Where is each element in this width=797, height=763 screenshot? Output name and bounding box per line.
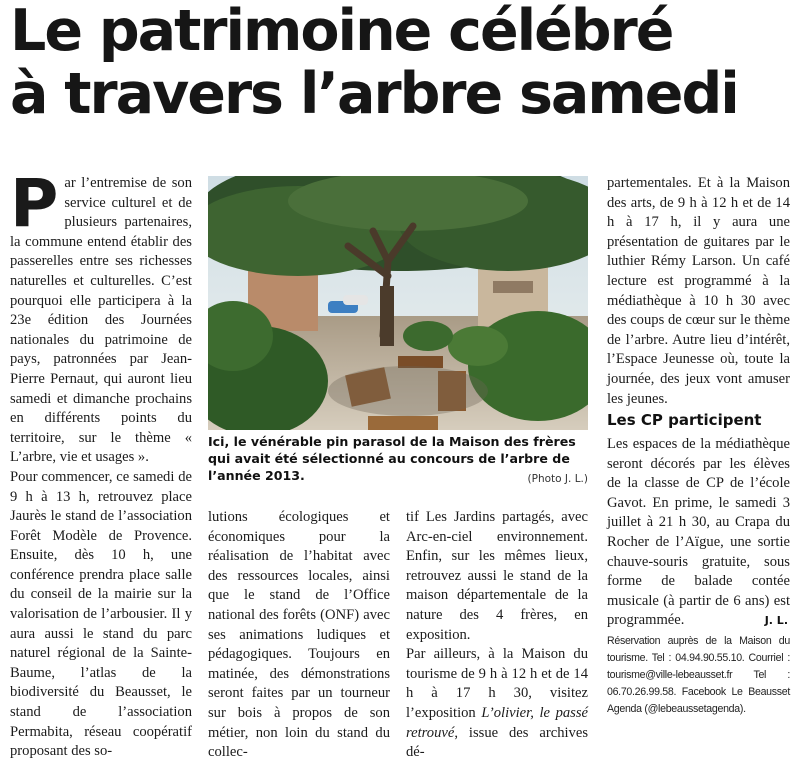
exhibit-text-a: Par ailleurs, à la Maison du tourisme de 9 h à 12 h et de 14 h à 17 h 30, visitez l’exposition bbox=[406, 646, 588, 721]
paragraph-cp: Les espaces de la médiathèque seront décorés par les élèves de la classe de CP de l’école Gavot. En prime, le samedi 3 juillet à 21 h 30, au Crapa du Rocher de l’Aïgue, une sortie chauve-souris gratuite, sous forme de balade contée musicale (à partir de 6 ans) est programmée. bbox=[607, 436, 790, 629]
exhibit-title: L’olivier, le passé retrouvé bbox=[406, 704, 588, 741]
article-column-1 bbox=[10, 165, 192, 762]
paragraph-col3: tif Les Jardins partagés, avec Arc-en-ciel environnement. Enfin, sur les mêmes lieux, retrouvez aussi le stand de la maison départementale de la nature des 4 frères, en exposition. bbox=[406, 509, 588, 643]
article-column-4-continued bbox=[607, 435, 790, 631]
headline-line-1: Le patrimoine célébré bbox=[10, 0, 673, 64]
photo-caption: Ici, le vénérable pin parasol de la Maison des frères qui avait été sélectionné au concours de l’arbre de l’année 2013. bbox=[208, 434, 576, 483]
article-column-2 bbox=[208, 508, 390, 763]
article-photo bbox=[208, 176, 588, 430]
paragraph-col3-exhibit bbox=[406, 645, 588, 763]
headline bbox=[10, 0, 790, 126]
paragraph-program: Pour commencer, ce samedi de 9 h à 13 h, retrouvez place Jaurès le stand de l’association Forêt Modèle de Provence. Ensuite, dès 10 h, une conférence prendra place salle du conseil de la mairie sur la valorisation de l’arbousier. Il y aura aussi le stand du parc naturel régional de la Sainte-Baume, l’atlas de la biodiversité du Beausset, le stand de l’association Permabita, réseau coopératif proposant des so- bbox=[10, 468, 192, 760]
exhibit-text-b: , issue des archives dé- bbox=[406, 724, 588, 761]
article-column-3 bbox=[406, 508, 588, 763]
reservation-info: Réservation auprès de la Maison du tourisme. Tel : 04.94.90.55.10. Courriel : tourisme@ville-lebeausset.fr Tel : 06.70.26.99.58. Facebook Le Beausset Agenda (@lebeaussetagenda). bbox=[607, 635, 790, 715]
pine-tree-photo bbox=[208, 176, 588, 430]
photo-credit: (Photo J. L.) bbox=[527, 473, 588, 485]
headline-line-2: à travers l’arbre samedi bbox=[10, 61, 738, 127]
drop-cap: P bbox=[10, 165, 59, 242]
author-signature: J. L. bbox=[764, 614, 788, 627]
paragraph-col4: partementales. Et à la Maison des arts, de 9 h à 12 h et de 14 h à 17 h, il y aura une présentation de guitares par le luthier Rémy Larson. Un café lecture est programmé à la médiathèque à 10 h 30 avec des coups de cœur sur le thème de l’arbre. Autre lieu d’intérêt, l’Espace Jeunesse où, toute la journée, des jeux vont amuser les jeunes. bbox=[607, 175, 790, 407]
subhead-cp: Les CP participent bbox=[607, 411, 762, 429]
paragraph-intro-text: ar l’entremise de son service culturel et de plusieurs partenaires, la commune entend établir des passerelles entre ses richesses naturelles et culturelles. C’est pourquoi elle participera à la 23e édition des Journées nationales du patrimoine de pays, patronnées par Jean-Pierre Pernaut, qui auront lieu samedi et dimanche prochains en différents points du territoire, sur le thème « L’arbre, vie et usages ». bbox=[10, 175, 192, 466]
article-column-4 bbox=[607, 174, 790, 409]
paragraph-intro bbox=[10, 165, 192, 468]
paragraph-col2: lutions écologiques et économiques pour la réalisation de l’habitat avec des ressources locales, ainsi que le stand de l’Office national des forêts (ONF) avec ses animations ludiques et pédagogiques. Toujours en matinée, des démonstrations seront faites par un tourneur sur bois à propos de son métier, non loin du stand du collec- bbox=[208, 509, 390, 761]
